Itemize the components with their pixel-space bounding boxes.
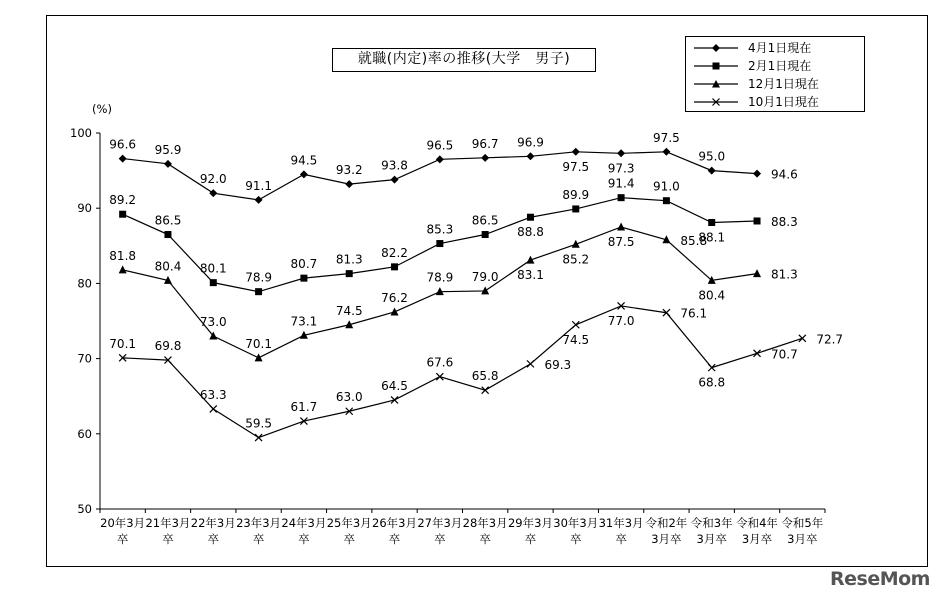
y-tick-label: 90 xyxy=(77,201,92,216)
x-tick-label: 卒 xyxy=(207,532,220,546)
legend-label: 4月1日現在 xyxy=(748,41,812,55)
data-label: 70.7 xyxy=(771,347,798,362)
x-tick-label: 3月卒 xyxy=(787,532,818,546)
x-tick-label: 27年3月 xyxy=(417,516,463,530)
data-label: 64.5 xyxy=(381,378,408,393)
data-label: 69.3 xyxy=(544,357,572,372)
data-label: 82.2 xyxy=(381,245,408,260)
data-point xyxy=(209,189,217,197)
data-point xyxy=(164,160,172,168)
x-tick-label: 令和2年 xyxy=(645,516,688,530)
data-point xyxy=(618,194,625,201)
data-label: 63.0 xyxy=(335,390,363,405)
data-label: 74.5 xyxy=(335,303,363,318)
y-tick-label: 70 xyxy=(77,351,92,366)
data-point xyxy=(753,269,761,277)
data-point xyxy=(527,214,534,221)
x-tick-label: 卒 xyxy=(434,532,446,546)
x-tick-label: 3月卒 xyxy=(651,532,682,546)
y-tick-label: 100 xyxy=(70,126,92,140)
legend-diamond-marker-icon xyxy=(692,39,742,57)
data-point xyxy=(617,149,625,157)
data-label: 97.5 xyxy=(562,159,590,174)
data-point xyxy=(617,223,625,231)
data-point xyxy=(754,217,761,224)
data-point xyxy=(210,279,217,286)
x-tick-label: 21年3月 xyxy=(145,516,191,530)
x-tick-label: 卒 xyxy=(343,532,355,546)
legend-item-apr xyxy=(692,39,862,57)
x-tick-label: 令和5年 xyxy=(781,516,824,530)
data-label: 61.7 xyxy=(290,400,318,415)
x-tick-label: 23年3月 xyxy=(236,516,282,530)
data-point xyxy=(482,231,489,238)
x-tick-label: 卒 xyxy=(479,532,491,546)
data-label: 81.3 xyxy=(771,267,798,282)
data-label: 85.2 xyxy=(562,252,590,267)
legend-label: 12月1日現在 xyxy=(748,77,819,91)
legend-item-feb xyxy=(692,57,862,75)
data-label: 97.3 xyxy=(607,161,635,176)
data-point xyxy=(255,288,262,295)
x-tick-label: 卒 xyxy=(570,532,582,546)
data-label: 78.9 xyxy=(426,270,454,285)
data-label: 80.4 xyxy=(698,288,726,303)
x-tick-label: 29年3月 xyxy=(507,516,553,530)
data-point xyxy=(255,196,263,204)
x-tick-label: 3月卒 xyxy=(741,532,773,546)
data-point xyxy=(526,152,534,160)
data-label: 94.6 xyxy=(771,167,798,182)
legend-item-oct xyxy=(692,93,862,111)
x-tick-label: 3月卒 xyxy=(696,532,727,546)
data-label: 63.3 xyxy=(199,387,227,402)
x-tick-label: 31年3月 xyxy=(598,516,644,530)
data-label: 81.8 xyxy=(109,248,137,263)
x-tick-label: 卒 xyxy=(615,532,627,546)
data-label: 77.0 xyxy=(607,313,635,328)
data-label: 65.8 xyxy=(471,369,499,384)
x-tick-label: 卒 xyxy=(524,532,537,546)
data-label: 85.8 xyxy=(680,233,708,248)
x-tick-label: 30年3月 xyxy=(553,516,599,530)
data-label: 88.8 xyxy=(517,225,544,240)
data-label: 96.9 xyxy=(517,135,544,150)
data-label: 76.2 xyxy=(381,290,408,305)
data-label: 78.9 xyxy=(245,270,272,285)
data-point xyxy=(572,148,580,156)
data-point xyxy=(300,170,308,178)
x-tick-label: 25年3月 xyxy=(326,516,372,530)
data-point xyxy=(391,307,399,315)
y-axis-unit-label: (%) xyxy=(92,102,112,116)
data-label: 80.1 xyxy=(199,261,227,276)
data-label: 73.1 xyxy=(290,314,318,329)
data-label: 73.0 xyxy=(199,315,227,330)
legend-square-marker-icon xyxy=(692,57,742,75)
data-point xyxy=(753,170,761,178)
data-label: 87.5 xyxy=(607,235,635,249)
data-point xyxy=(119,265,127,273)
data-label: 92.0 xyxy=(199,172,227,187)
data-label: 88.1 xyxy=(698,230,726,245)
data-point xyxy=(572,205,579,212)
data-label: 83.1 xyxy=(517,268,544,283)
data-label: 93.2 xyxy=(335,163,363,178)
x-tick-label: 卒 xyxy=(252,532,265,546)
data-label: 94.5 xyxy=(290,153,318,168)
data-point xyxy=(391,263,398,270)
x-tick-label: 卒 xyxy=(298,532,310,546)
data-point xyxy=(663,197,670,204)
data-label: 88.3 xyxy=(771,214,798,229)
data-label: 93.8 xyxy=(381,158,408,173)
x-tick-label: 令和3年 xyxy=(690,516,733,530)
data-label: 97.5 xyxy=(653,130,680,145)
data-point xyxy=(345,180,353,188)
data-point xyxy=(255,353,263,361)
legend-label: 2月1日現在 xyxy=(748,59,812,73)
data-point xyxy=(708,167,716,175)
data-label: 95.0 xyxy=(698,149,726,164)
data-label: 89.2 xyxy=(109,193,137,208)
data-point xyxy=(481,154,489,162)
data-label: 86.5 xyxy=(154,213,182,228)
data-label: 89.9 xyxy=(562,187,590,202)
data-point xyxy=(708,219,715,226)
data-label: 76.1 xyxy=(680,306,708,321)
data-label: 69.8 xyxy=(154,339,182,354)
data-point xyxy=(119,155,127,163)
legend-triangle-marker-icon xyxy=(692,75,742,93)
data-label: 96.5 xyxy=(426,138,454,153)
data-label: 91.1 xyxy=(245,178,272,193)
y-tick-label: 80 xyxy=(77,276,92,291)
y-tick-label: 50 xyxy=(77,502,92,516)
x-tick-label: 22年3月 xyxy=(190,516,236,530)
data-point xyxy=(662,148,670,156)
x-tick-label: 28年3月 xyxy=(462,516,508,530)
data-label: 80.4 xyxy=(154,259,182,274)
data-label: 96.6 xyxy=(109,137,137,152)
legend-label: 10月1日現在 xyxy=(748,95,819,109)
legend-x-marker-icon xyxy=(692,93,742,111)
x-tick-label: 卒 xyxy=(162,532,174,546)
data-label: 70.1 xyxy=(109,336,137,351)
data-label: 81.3 xyxy=(335,252,363,267)
x-tick-label: 卒 xyxy=(388,532,401,546)
data-label: 70.1 xyxy=(245,336,272,351)
data-label: 72.7 xyxy=(816,332,844,347)
chart-legend xyxy=(685,36,865,112)
x-tick-label: 卒 xyxy=(116,532,129,546)
data-point xyxy=(436,240,443,247)
data-label: 59.5 xyxy=(245,416,272,431)
data-label: 95.9 xyxy=(154,142,182,157)
x-tick-label: 26年3月 xyxy=(372,516,418,530)
x-tick-label: 24年3月 xyxy=(281,516,327,530)
data-label: 96.7 xyxy=(471,136,499,151)
data-point xyxy=(164,231,171,238)
watermark-logo: ReseMom xyxy=(830,568,930,590)
data-label: 86.5 xyxy=(471,213,499,228)
chart-title: 就職(内定)率の推移(大学 男子) xyxy=(332,48,596,72)
x-tick-label: 20年3月 xyxy=(100,516,146,530)
data-label: 80.7 xyxy=(290,257,318,272)
data-label: 79.0 xyxy=(471,269,499,284)
data-label: 91.4 xyxy=(607,176,635,191)
legend-item-dec xyxy=(692,75,862,93)
data-point xyxy=(119,211,126,218)
data-label: 68.8 xyxy=(698,375,726,390)
data-label: 67.6 xyxy=(426,355,454,370)
data-point xyxy=(346,270,353,277)
x-tick-label: 令和4年 xyxy=(736,516,778,530)
y-tick-label: 60 xyxy=(77,426,92,441)
data-label: 91.0 xyxy=(653,179,680,194)
data-point xyxy=(436,155,444,163)
data-point xyxy=(300,275,307,282)
data-point xyxy=(391,176,399,184)
data-label: 85.3 xyxy=(426,222,454,237)
data-label: 74.5 xyxy=(562,332,590,347)
